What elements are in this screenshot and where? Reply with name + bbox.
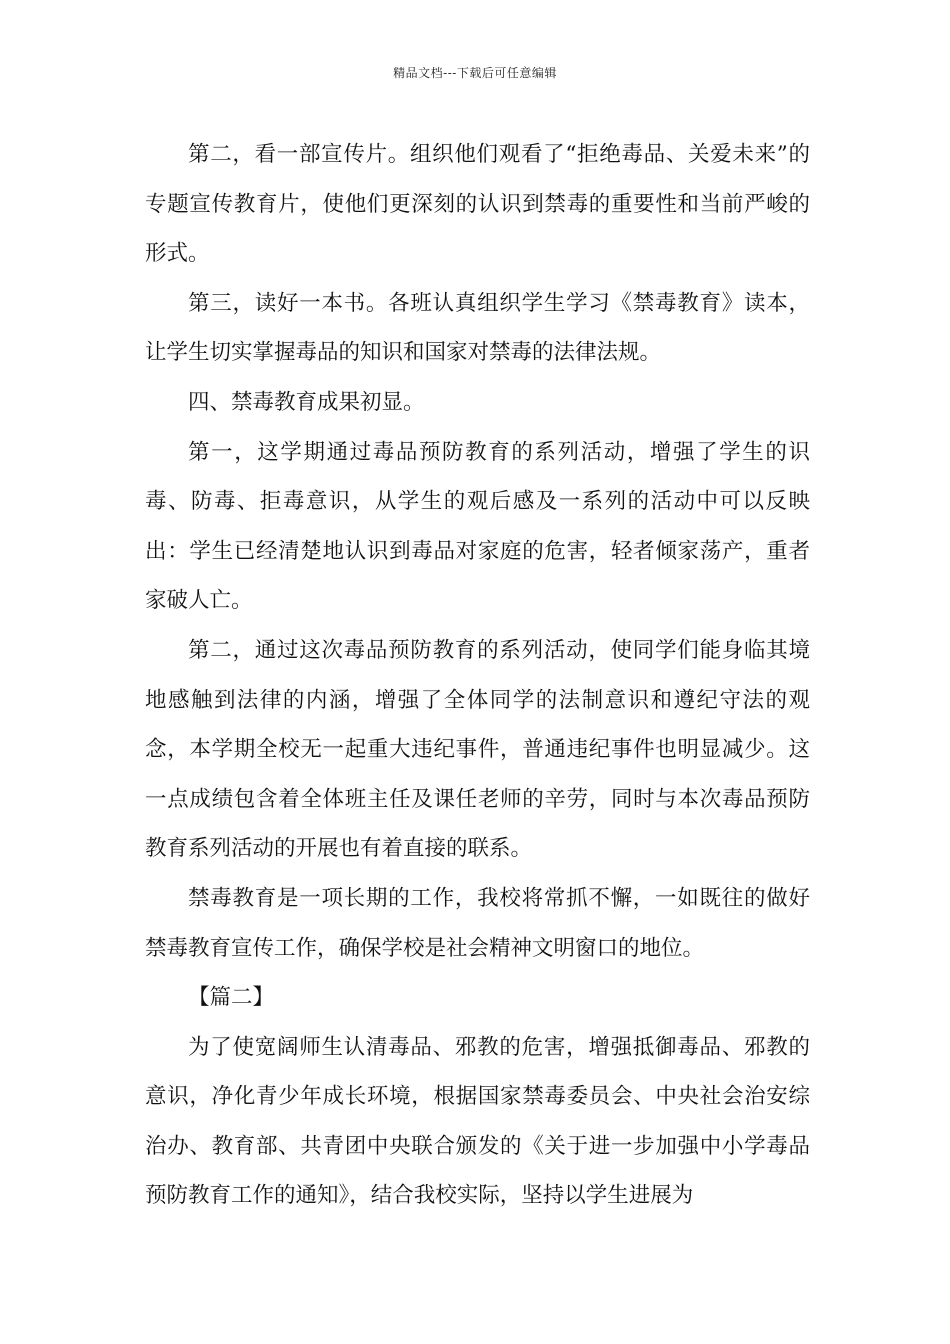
paragraph-watch-film: 第二，看一部宣传片。组织他们观看了“拒绝毒品、关爱未来”的专题宣传教育片，使他们更深刻的认识到禁毒的重要性和当前严峻的形式。 <box>145 142 810 267</box>
document-body <box>145 130 810 1221</box>
paragraph-first-result: 第一，这学期通过毒品预防教育的系列活动，增强了学生的识毒、防毒、拒毒意识，从学生的观后感及一系列的活动中可以反映出：学生已经清楚地认识到毒品对家庭的危害，轻者倾家荡产，重者家破人亡。 <box>145 439 810 614</box>
section-heading-part-two: 【篇二】 <box>188 985 275 1011</box>
paragraph-part-two-intro: 为了使宽阔师生认清毒品、邪教的危害，增强抵御毒品、邪教的意识，净化青少年成长环境，根据国家禁毒委员会、中央社会治安综治办、教育部、共青团中央联合颁发的《关于进一步加强中小学毒品预防教育工作的通知》，结合我校实际，坚持以学生进展为 <box>145 1034 810 1209</box>
paragraph-conclusion: 禁毒教育是一项长期的工作，我校将常抓不懈，一如既往的做好禁毒教育宣传工作，确保学校是社会精神文明窗口的地位。 <box>145 885 810 961</box>
paragraph-read-book: 第三，读好一本书。各班认真组织学生学习《禁毒教育》读本，让学生切实掌握毒品的知识和国家对禁毒的法律法规。 <box>145 290 810 366</box>
paragraph-second-result: 第二，通过这次毒品预防教育的系列活动，使同学们能身临其境地感触到法律的内涵，增强了全体同学的法制意识和遵纪守法的观念，本学期全校无一起重大违纪事件，普通违纪事件也明显减少。这一点成绩包含着全体班主任及课任老师的辛劳，同时与本次毒品预防教育系列活动的开展也有着直接的联系。 <box>145 637 810 862</box>
page-header: 精品文档---下载后可任意编辑 <box>393 66 557 80</box>
section-heading-results: 四、禁毒教育成果初显。 <box>188 389 425 415</box>
